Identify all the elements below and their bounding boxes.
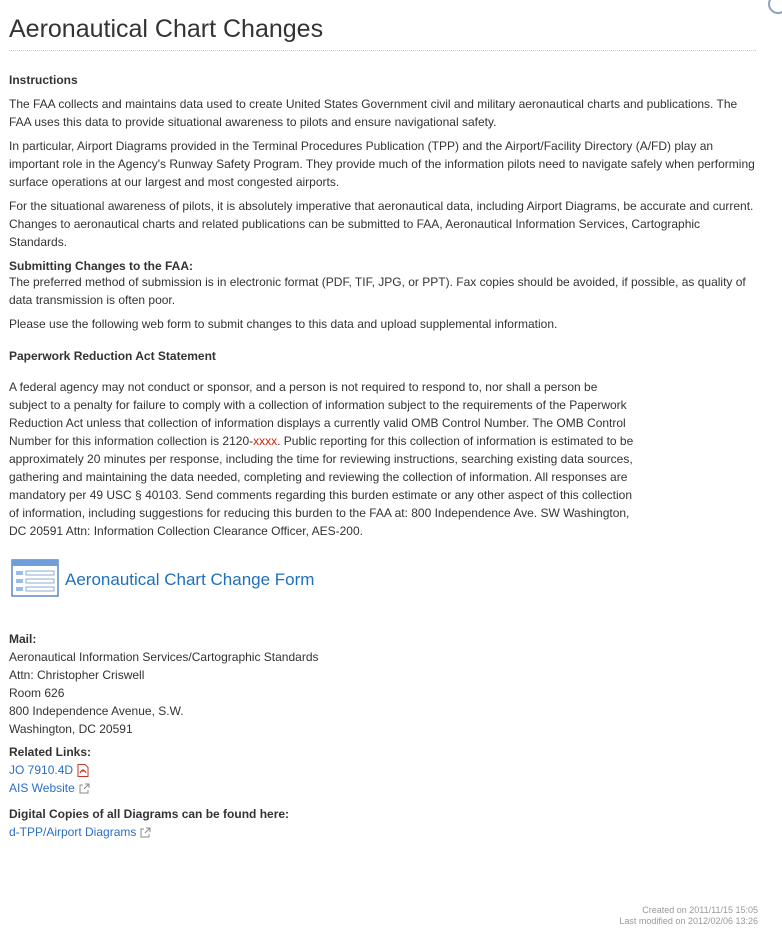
address-line: Aeronautical Information Services/Cartographic Standards bbox=[9, 650, 319, 664]
address-line: Room 626 bbox=[9, 686, 65, 700]
instructions-paragraph-3: For the situational awareness of pilots, it is absolutely imperative that aeronautical data, including Airport Diagrams, be accurate and current. Changes to aeronautical charts and related publications can be submitted to FAA, Aeronautical Information Services, Cartographic Standards. bbox=[9, 199, 754, 249]
jo-7910-link[interactable]: JO 7910.4D bbox=[9, 763, 74, 777]
created-date: Created on 2011/11/15 15:05 bbox=[642, 905, 758, 915]
pra-text-before: A federal agency may not conduct or sponsor, and a person is not required to respond to, nor shall a person be subject to a penalty for failure to comply with a collection of information subject to the requirements of the Paperwork Reduction Act unless that collection of information displays a currently valid OMB Control Number. The OMB Control Number for this information collection is 2120- bbox=[9, 380, 627, 448]
modified-date: Last modified on 2012/02/06 13:26 bbox=[619, 916, 758, 926]
instructions-paragraph-1: The FAA collects and maintains data used to create United States Government civil and military aeronautical charts and publications. The FAA uses this data to provide situational awareness to pilots and ensure navigational safety. bbox=[9, 97, 738, 129]
pra-statement bbox=[9, 378, 634, 540]
pra-heading: Paperwork Reduction Act Statement bbox=[9, 349, 216, 363]
pdf-icon bbox=[77, 764, 89, 777]
external-link-icon bbox=[79, 783, 90, 794]
related-link-row bbox=[9, 779, 756, 797]
corner-decoration bbox=[768, 0, 782, 14]
submitting-paragraph-2: Please use the following web form to submit changes to this data and upload supplemental information. bbox=[9, 317, 558, 331]
related-link-row bbox=[9, 761, 756, 779]
address-line: Attn: Christopher Criswell bbox=[9, 668, 145, 682]
form-icon[interactable] bbox=[9, 559, 59, 602]
page-footer bbox=[619, 905, 758, 927]
digital-copies-row bbox=[9, 823, 756, 841]
ais-website-link[interactable]: AIS Website bbox=[9, 781, 75, 795]
address-line: Washington, DC 20591 bbox=[9, 722, 133, 736]
chart-change-form-link[interactable]: Aeronautical Chart Change Form bbox=[65, 570, 315, 589]
instructions-heading: Instructions bbox=[9, 73, 78, 87]
submitting-paragraph-1: The preferred method of submission is in electronic format (PDF, TIF, JPG, or PPT). Fax copies should be avoided, if possible, as quality of data transmission is often poor. bbox=[9, 275, 746, 307]
mail-heading: Mail: bbox=[9, 632, 37, 646]
pra-text-after: . Public reporting for this collection of information is estimated to be approximately 20 minutes per response, including the time for reviewing instructions, searching existing data sources, gathering and maintaining the data needed, completing and reviewing the collection of information. All responses are mandatory per 49 USC § 40103. Send comments regarding this burden estimate or any other aspect of this collection of information, including suggestions for reducing this burden to the FAA at: 800 Independence Ave. SW Washington, DC 20591 Attn: Information Collection Clearance Officer, AES-200. bbox=[9, 434, 634, 538]
submitting-heading: Submitting Changes to the FAA: bbox=[9, 259, 193, 273]
dtpp-airport-diagrams-link[interactable]: d-TPP/Airport Diagrams bbox=[9, 825, 137, 839]
main-content bbox=[9, 12, 756, 841]
page-title: Aeronautical Chart Changes bbox=[9, 12, 756, 51]
form-link-row bbox=[9, 560, 756, 600]
instructions-paragraph-2: In particular, Airport Diagrams provided in the Terminal Procedures Publication (TPP) and the Airport/Facility Directory (A/FD) play an important role in the Agency's Runway Safety Program. They provide much of the information pilots need to navigate safely when performing surface operations at our largest and most congested airports. bbox=[9, 139, 755, 189]
digital-copies-heading: Digital Copies of all Diagrams can be found here: bbox=[9, 807, 290, 821]
omb-number-placeholder: xxxx bbox=[253, 434, 278, 448]
address-line: 800 Independence Avenue, S.W. bbox=[9, 704, 184, 718]
related-links-heading: Related Links: bbox=[9, 745, 92, 759]
mail-address bbox=[9, 648, 756, 738]
external-link-icon bbox=[140, 827, 151, 838]
